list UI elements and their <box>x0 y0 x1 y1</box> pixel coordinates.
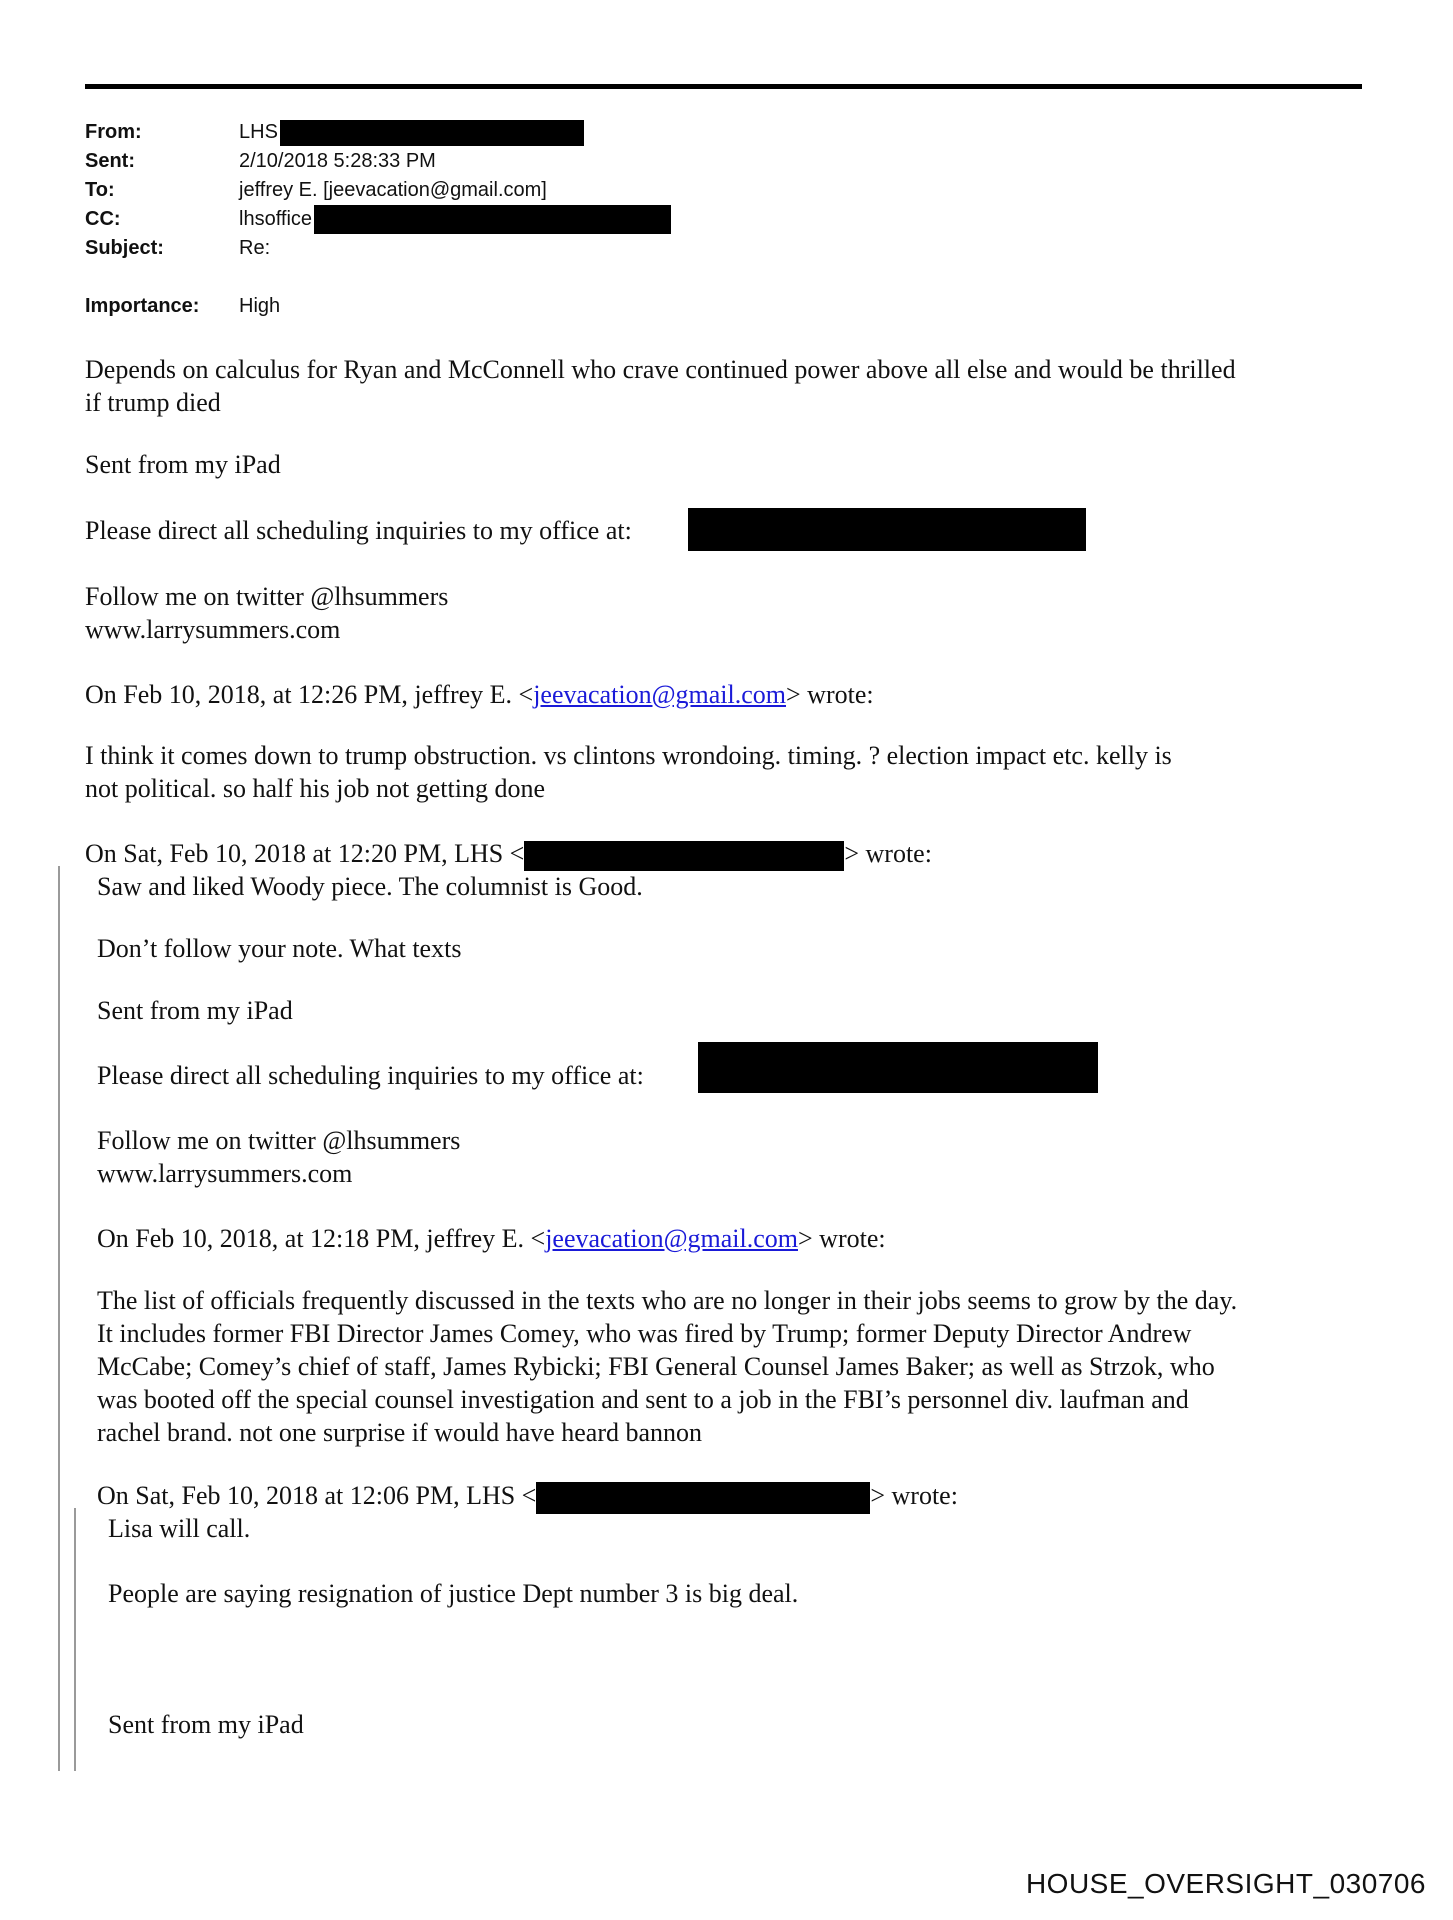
subject-value: Re: <box>239 237 271 259</box>
to-value: jeffrey E. [jeevacation@gmail.com] <box>239 179 547 201</box>
email-link[interactable]: jeevacation@gmail.com <box>533 680 786 709</box>
body-paragraph-line: if trump died <box>85 388 221 417</box>
sent-from-line: Sent from my iPad <box>85 450 281 479</box>
quote-bar <box>58 866 60 1771</box>
redaction-block <box>688 508 1086 551</box>
redaction-block <box>280 120 584 146</box>
quote-line: Lisa will call. <box>108 1514 251 1543</box>
quote-paragraph-line: was booted off the special counsel investigation and sent to a job in the FBI’s personnel div. laufman and <box>97 1385 1189 1414</box>
scheduling-text: Please direct all scheduling inquiries to my office at: <box>97 1061 644 1090</box>
sent-from-line: Sent from my iPad <box>108 1710 304 1739</box>
redaction-block <box>314 205 671 234</box>
attribution-suffix: > wrote: <box>870 1481 958 1510</box>
body-paragraph-line: I think it comes down to trump obstruction. vs clintons wrondoing. timing. ? election impact etc. kelly is <box>85 741 1172 770</box>
attribution-line <box>97 1479 958 1514</box>
from-value <box>239 118 584 147</box>
importance-value: High <box>239 295 281 317</box>
body-paragraph-line: Depends on calculus for Ryan and McConnell who crave continued power above all else and would be thrilled <box>85 355 1236 384</box>
attribution-prefix: On Feb 10, 2018, at 12:18 PM, jeffrey E. < <box>97 1224 546 1253</box>
quote-line: Don’t follow your note. What texts <box>97 934 462 963</box>
sent-label: Sent: <box>85 150 135 172</box>
redaction-block <box>698 1042 1098 1093</box>
quote-line: Saw and liked Woody piece. The columnist is Good. <box>97 872 643 901</box>
cc-value <box>239 205 671 234</box>
sent-value: 2/10/2018 5:28:33 PM <box>239 150 436 172</box>
twitter-line: Follow me on twitter @lhsummers <box>85 582 449 611</box>
attribution-prefix: On Sat, Feb 10, 2018 at 12:20 PM, LHS < <box>85 839 525 868</box>
bates-number: HOUSE_OVERSIGHT_030706 <box>1025 1868 1426 1899</box>
attribution-suffix: > wrote: <box>844 839 932 868</box>
scheduling-text: Please direct all scheduling inquiries to my office at: <box>85 516 632 545</box>
attribution-line <box>97 1222 886 1255</box>
attribution-suffix: > wrote: <box>786 680 874 709</box>
quote-paragraph-line: The list of officials frequently discussed in the texts who are no longer in their jobs seems to grow by the day. <box>97 1286 1238 1315</box>
top-rule <box>85 84 1362 89</box>
attribution-prefix: On Sat, Feb 10, 2018 at 12:06 PM, LHS < <box>97 1481 537 1510</box>
sent-from-line: Sent from my iPad <box>97 996 293 1025</box>
cc-name: lhsoffice <box>239 208 313 230</box>
subject-label: Subject: <box>85 237 164 259</box>
attribution-suffix: > wrote: <box>798 1224 886 1253</box>
quote-paragraph-line: rachel brand. not one surprise if would have heard bannon <box>97 1418 703 1447</box>
attribution-prefix: On Feb 10, 2018, at 12:26 PM, jeffrey E. < <box>85 680 534 709</box>
redaction-block <box>536 1482 870 1514</box>
website-line: www.larrysummers.com <box>85 615 341 644</box>
scheduling-line <box>85 514 632 547</box>
attribution-line <box>85 678 874 711</box>
redaction-block <box>524 841 844 871</box>
scheduling-line <box>97 1059 644 1092</box>
website-line: www.larrysummers.com <box>97 1159 353 1188</box>
body-paragraph-line: not political. so half his job not getting done <box>85 774 546 803</box>
from-name: LHS <box>239 121 278 143</box>
email-link[interactable]: jeevacation@gmail.com <box>545 1224 798 1253</box>
to-label: To: <box>85 179 115 201</box>
quote-line: People are saying resignation of justice Dept number 3 is big deal. <box>108 1579 799 1608</box>
importance-label: Importance: <box>85 295 200 317</box>
attribution-line <box>85 837 932 871</box>
quote-bar <box>74 1508 76 1771</box>
twitter-line: Follow me on twitter @lhsummers <box>97 1126 461 1155</box>
from-label: From: <box>85 121 142 143</box>
quote-paragraph-line: It includes former FBI Director James Comey, who was fired by Trump; former Deputy Director Andrew <box>97 1319 1192 1348</box>
quote-paragraph-line: McCabe; Comey’s chief of staff, James Rybicki; FBI General Counsel James Baker; as well as Strzok, who <box>97 1352 1215 1381</box>
cc-label: CC: <box>85 208 121 230</box>
